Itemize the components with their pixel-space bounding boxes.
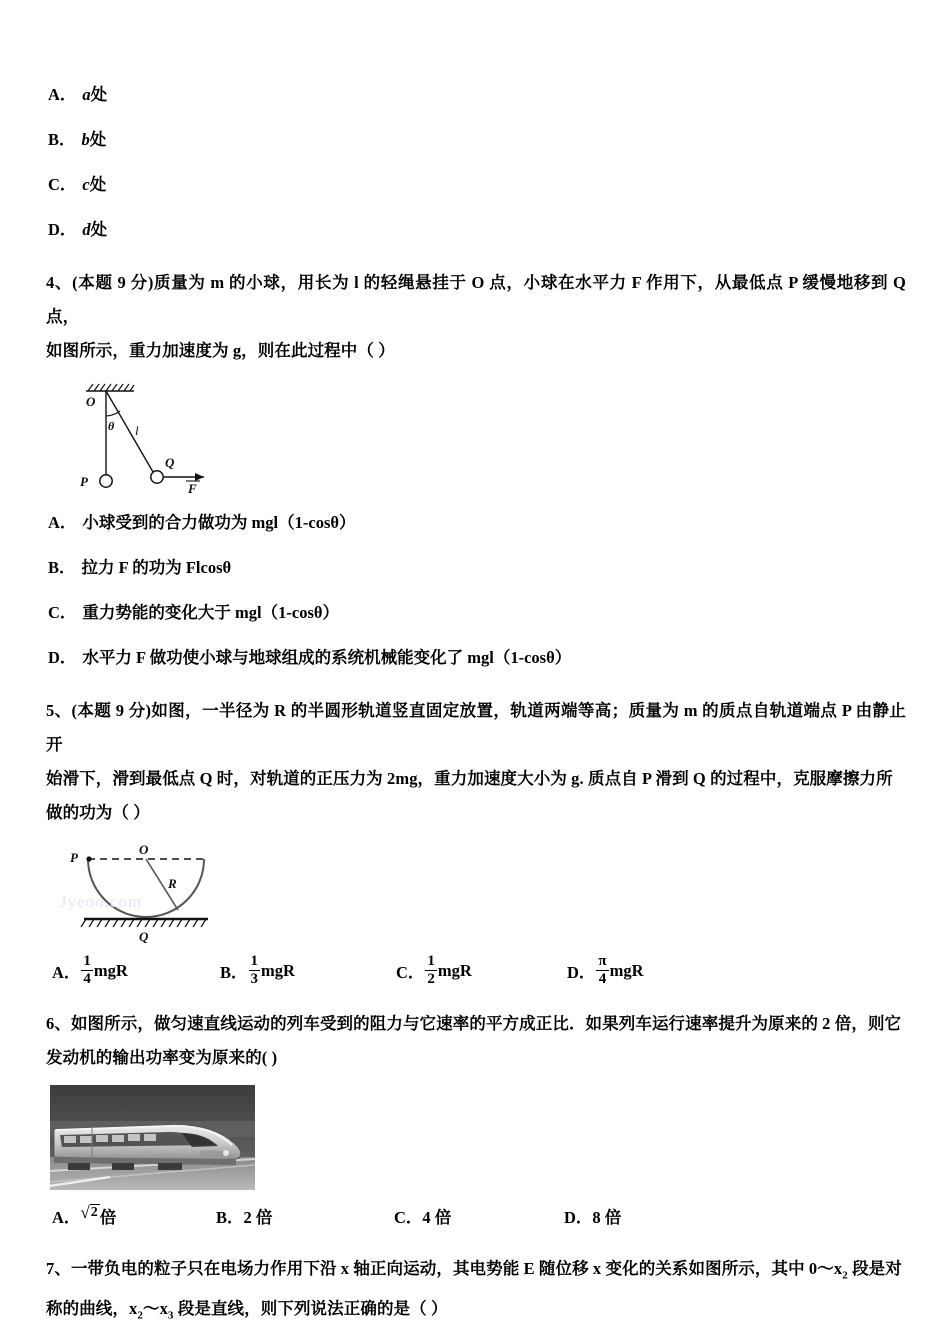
option-label: A．	[52, 1208, 81, 1227]
option-label: D．	[48, 648, 77, 667]
option-row[interactable]	[48, 78, 906, 112]
train-photo-svg	[50, 1085, 255, 1190]
q7-stem-line2-mid: ～x	[142, 1299, 168, 1319]
q7-stem-line1-part2: 段是对	[847, 1259, 902, 1278]
option-label: A．	[52, 963, 81, 982]
q7-stem-line2-part1: 称的曲线，x	[46, 1299, 138, 1319]
pendulum-label-theta: θ	[108, 419, 115, 433]
option-label: B．	[48, 558, 76, 577]
option-text: 4 倍	[422, 1208, 452, 1227]
fraction	[425, 954, 437, 987]
q7-stem-line2	[46, 1292, 906, 1332]
page-content	[46, 78, 906, 1333]
fraction-numerator: π	[598, 952, 607, 969]
fraction-numerator: 1	[83, 952, 91, 969]
fraction-denominator: 2	[427, 970, 435, 987]
option-label: D．	[48, 220, 77, 239]
question-4	[46, 266, 906, 675]
q7-subscript-x3: 3	[167, 1309, 174, 1322]
square-root	[80, 1204, 99, 1221]
fraction-denominator: 4	[598, 970, 607, 987]
option-text: 倍	[99, 1208, 117, 1227]
radicand: 2	[90, 1204, 98, 1220]
semicircular-track-diagram	[56, 840, 256, 945]
option-text: 处	[89, 130, 107, 149]
option-row[interactable]	[48, 213, 906, 247]
figure-watermark: Jyeoo.com	[60, 892, 143, 911]
pendulum-svg	[64, 380, 264, 500]
option-variable: d	[82, 220, 91, 239]
fraction-denominator: 4	[83, 970, 91, 987]
option-unit: mgR	[93, 961, 128, 980]
option-row[interactable]	[52, 951, 128, 991]
q7-stem-line2-part2: 段是直线，则下列说法正确的是（ ）	[173, 1299, 448, 1319]
semicircle-label-Q: Q	[139, 929, 149, 944]
option-label: B．	[220, 963, 248, 982]
option-text: 处	[90, 85, 108, 104]
pendulum-label-F: F	[188, 481, 197, 496]
q7-subscript-x2: 2	[842, 1269, 848, 1282]
option-row[interactable]	[394, 1196, 451, 1236]
option-variable: c	[82, 175, 90, 194]
option-label: D．	[564, 1208, 593, 1227]
option-label: D．	[567, 963, 596, 982]
option-label: B．	[48, 130, 76, 149]
option-row[interactable]	[48, 596, 906, 630]
option-row[interactable]	[396, 951, 472, 991]
option-variable: a	[82, 85, 91, 104]
option-text: 8 倍	[592, 1208, 622, 1227]
q4-stem-line1: 4、(本题 9 分)质量为 m 的小球，用长为 l 的轻绳悬挂于 O 点，小球在水平力 F 作用下，从最低点 P 缓慢地移到 Q 点，	[46, 273, 906, 326]
option-text: 水平力 F 做功使小球与地球组成的系统机械能变化了 mgl（1‑cosθ）	[82, 648, 572, 667]
pendulum-label-l: l	[135, 423, 139, 438]
option-text: 2 倍	[243, 1208, 273, 1227]
q6-options-row	[46, 1196, 906, 1236]
pendulum-label-P: P	[80, 474, 88, 489]
semicircle-label-P: P	[70, 850, 78, 865]
pendulum-diagram	[64, 380, 264, 500]
option-label: C．	[394, 1208, 423, 1227]
q7-stem-line1	[46, 1252, 906, 1292]
option-row[interactable]	[220, 951, 295, 991]
radical-sign: √	[80, 1202, 90, 1222]
option-label: C．	[48, 603, 77, 622]
option-label: C．	[396, 963, 425, 982]
option-row[interactable]	[48, 168, 906, 202]
q1-options-list	[46, 78, 906, 247]
q5-stem-line2: 始滑下，滑到最低点 Q 时，对轨道的正压力为 2mg，重力加速度大小为 g. 质点自 P 滑到 Q 的过程中，克服摩擦力所	[46, 769, 893, 788]
pendulum-label-O: O	[86, 394, 96, 409]
option-row[interactable]	[564, 1196, 621, 1236]
fraction	[249, 954, 261, 987]
option-text: 拉力 F 的功为 Flcosθ	[81, 558, 232, 577]
option-row[interactable]	[48, 641, 906, 675]
q7-stem-line1-part1: 7、一带负电的粒子只在电场力作用下沿 x 轴正向运动，其电势能 E 随位移 x 变化的关系如图所示，其中 0～x	[46, 1259, 843, 1278]
semicircle-label-R: R	[168, 876, 177, 891]
option-row[interactable]	[567, 951, 644, 991]
pendulum-label-Q: Q	[165, 455, 175, 470]
q6-stem-line2: 发动机的输出功率变为原来的( )	[46, 1048, 278, 1067]
option-text: 处	[89, 175, 107, 194]
option-unit: mgR	[437, 961, 472, 980]
q5-options-row	[46, 951, 906, 991]
fraction	[596, 954, 608, 987]
fraction	[81, 954, 93, 987]
option-text: 小球受到的合力做功为 mgl（1‑cosθ）	[82, 513, 356, 532]
question-5	[46, 694, 906, 991]
option-label: A．	[48, 513, 77, 532]
semicircle-label-O: O	[139, 842, 149, 857]
option-text: 重力势能的变化大于 mgl（1‑cosθ）	[82, 603, 339, 622]
fraction-numerator: 1	[250, 952, 259, 969]
option-label: B．	[216, 1208, 244, 1227]
option-unit: mgR	[261, 961, 295, 980]
option-label: A．	[48, 85, 77, 104]
q4-options-list	[46, 506, 906, 675]
option-row[interactable]	[48, 506, 906, 540]
high-speed-train-photo	[50, 1085, 255, 1190]
question-7	[46, 1252, 906, 1333]
option-variable: b	[81, 130, 90, 149]
q5-stem-line1: 5、(本题 9 分)如图，一半径为 R 的半圆形轨道竖直固定放置，轨道两端等高；质量为 m 的质点自轨道端点 P 由静止开	[46, 701, 906, 754]
question-6	[46, 1007, 906, 1236]
fraction-numerator: 1	[427, 952, 435, 969]
option-label: C．	[48, 175, 77, 194]
q4-stem-line2: 如图所示，重力加速度为 g，则在此过程中（ ）	[46, 341, 395, 360]
q5-stem-line3: 做的功为（ ）	[46, 803, 150, 822]
option-text: 处	[90, 220, 108, 239]
option-row[interactable]	[48, 123, 906, 157]
option-row[interactable]	[48, 551, 906, 585]
q7-subscript-x2-b: 2	[137, 1309, 143, 1322]
option-unit: mgR	[609, 961, 644, 980]
semicircle-svg	[56, 840, 256, 945]
fraction-denominator: 3	[250, 970, 259, 987]
option-row[interactable]	[52, 1196, 116, 1236]
q6-stem-line1: 6、如图所示，做匀速直线运动的列车受到的阻力与它速率的平方成正比．如果列车运行速率提升为原来的 2 倍，则它	[46, 1014, 902, 1033]
option-row[interactable]	[216, 1196, 272, 1236]
